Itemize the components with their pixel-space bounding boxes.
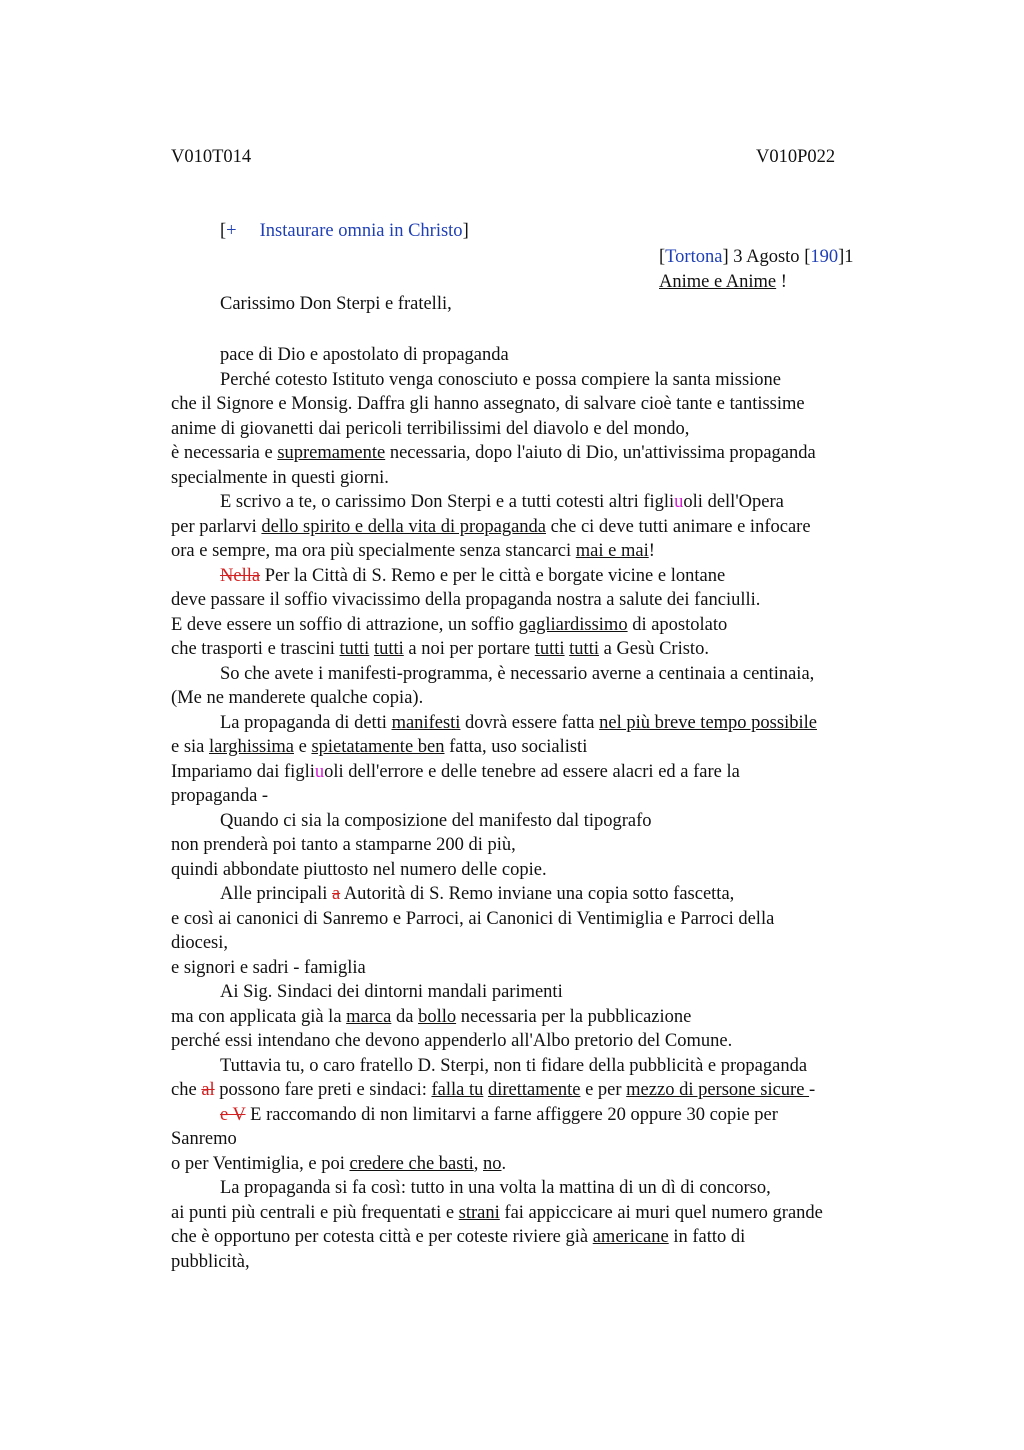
line-text: ! (648, 541, 655, 561)
line-text: So che avete i manifesti-programma, è necessario averne a centinaia a centinaia, (220, 663, 815, 684)
motto (220, 221, 469, 242)
line-text: a noi per portare (403, 639, 535, 659)
letter-body (171, 343, 931, 1274)
text-line (171, 637, 931, 662)
motto-open-bracket: [ (220, 221, 227, 241)
underlined-text: tutti (534, 639, 565, 659)
line-text: perché essi intendano che devono appenderlo all'Albo pretorio del Comune. (171, 1031, 733, 1051)
text-line (171, 907, 931, 932)
text-line (171, 711, 931, 736)
line-text: Sanremo (171, 1129, 237, 1149)
text-line (171, 735, 931, 760)
line-text: o per Ventimiglia, e poi (171, 1153, 350, 1174)
underlined-text: spietatamente ben (311, 737, 445, 757)
dateline-place: Tortona (665, 247, 723, 267)
text-line (171, 1225, 931, 1250)
deleted-text: e V (220, 1104, 246, 1125)
line-text: che trasporti e trascini (171, 639, 340, 659)
text-line (171, 588, 931, 613)
text-line (171, 392, 931, 417)
underlined-text: marca (346, 1006, 392, 1027)
line-text: ma con applicata già la (171, 1006, 347, 1027)
text-line (171, 1103, 931, 1128)
underlined-text: dello spirito e della vita di propaganda (261, 516, 547, 537)
underlined-text: falla tu (431, 1080, 484, 1100)
line-text: E deve essere un soffio di attrazione, un soffio (171, 614, 519, 635)
line-text: che il Signore e Monsig. Daffra gli hanno assegnato, di salvare cioè tante e tantissime (171, 394, 805, 414)
text-line (171, 1250, 931, 1275)
underlined-text: mai e mai (575, 541, 649, 561)
line-text: per parlarvi (171, 516, 262, 537)
line-text: da (391, 1006, 419, 1027)
line-text: pubblicità, (171, 1251, 250, 1272)
text-line (171, 1005, 931, 1030)
line-text: . (501, 1153, 507, 1174)
text-line (171, 662, 931, 687)
line-text: Tuttavia tu, o caro fratello D. Sterpi, non ti fidare della pubblicità e propaganda (220, 1055, 808, 1076)
dateline-year: 190 (810, 247, 839, 267)
line-text: a Gesù Cristo. (598, 639, 709, 659)
text-line (171, 1054, 931, 1079)
line-text: E scrivo a te, o carissimo Don Sterpi e a tutti cotesti altri figli (220, 492, 675, 512)
underlined-text: larghissima (209, 737, 294, 757)
underlined-text: gagliardissimo (518, 614, 628, 635)
line-text: e così ai canonici di Sanremo e Parroci, ai Canonici di Ventimiglia e Parroci della (171, 908, 775, 929)
text-line (171, 931, 931, 956)
cross-symbol: + (226, 221, 237, 241)
line-text: La propaganda si fa così: tutto in una volta la mattina di un dì di concorso, (220, 1178, 771, 1198)
text-line (171, 368, 931, 393)
underlined-text: mezzo di persone sicure (626, 1080, 810, 1100)
underlined-text: no (483, 1153, 502, 1174)
line-text: oli dell'Opera (683, 492, 784, 512)
deleted-text: Nella (220, 565, 261, 586)
text-line (171, 490, 931, 515)
line-text: E raccomando di non limitarvi a farne affiggere 20 oppure 30 copie per (245, 1104, 778, 1125)
line-text: dovrà essere fatta (460, 712, 600, 733)
dateline-day-month: 3 Agosto (728, 247, 805, 267)
salutation: Carissimo Don Sterpi e fratelli, (220, 294, 452, 314)
line-text: e sia (171, 737, 210, 757)
text-line (171, 1176, 931, 1201)
header-left-code: V010T014 (171, 147, 252, 167)
underlined-text: supremamente (277, 443, 386, 463)
text-line (171, 1078, 931, 1103)
text-line (171, 613, 931, 638)
line-text: - (809, 1080, 816, 1100)
line-text: e per (580, 1080, 627, 1100)
line-text: La propaganda di detti (220, 712, 392, 733)
inserted-letter: u (674, 492, 684, 512)
line-text: pace di Dio e apostolato di propaganda (220, 345, 509, 365)
line-text: Per la Città di S. Remo e per le città e borgate vicine e lontane (260, 565, 726, 586)
text-line (171, 858, 931, 883)
line-text: propaganda - (171, 786, 269, 806)
line-text: diocesi, (171, 933, 229, 953)
line-text: Autorità di S. Remo inviane una copia sotto fascetta, (340, 884, 735, 904)
underlined-text: direttamente (487, 1080, 581, 1100)
text-line (171, 809, 931, 834)
line-text: , (473, 1153, 483, 1174)
text-line (171, 564, 931, 589)
line-text: ai punti più centrali e più frequentati e (171, 1202, 459, 1223)
line-text: quindi abbondate piuttosto nel numero delle copie. (171, 859, 547, 880)
underlined-text: manifesti (391, 712, 461, 733)
line-text: oli dell'errore e delle tenebre ad essere alacri ed a fare la (324, 761, 740, 782)
line-text: necessaria, dopo l'aiuto di Dio, un'attivissima propaganda (385, 443, 816, 463)
line-text: Alle principali (220, 884, 332, 904)
line-text: e (293, 737, 312, 757)
text-line (171, 1201, 931, 1226)
dateline: [Tortona] 3 Agosto [190]1 Anime e Anime ! (659, 247, 854, 292)
text-line (171, 1152, 931, 1177)
text-line (171, 1029, 931, 1054)
underlined-text: tutti (569, 639, 599, 659)
underlined-text: credere che basti (349, 1153, 474, 1174)
inserted-letter: u (314, 761, 325, 782)
text-line (171, 417, 931, 442)
line-text: che ci deve tutti animare e infocare (546, 516, 811, 537)
text-line (171, 686, 931, 711)
line-text: (Me ne manderete qualche copia). (171, 688, 424, 708)
text-line (171, 441, 931, 466)
line-text: specialmente in questi giorni. (171, 467, 389, 488)
line-text: anime di giovanetti dai pericoli terribilissimi del diavolo e del mondo, (171, 418, 690, 439)
deleted-text: al (201, 1080, 215, 1100)
line-text: necessaria per la pubblicazione (456, 1006, 692, 1027)
motto-text: Instaurare omnia in Christo (259, 221, 463, 241)
underlined-text: nel più breve tempo possibile (599, 712, 817, 733)
text-line (171, 466, 931, 491)
text-line (171, 343, 931, 368)
line-text: possono fare preti e sindaci: (214, 1080, 432, 1100)
text-line (171, 539, 931, 564)
line-text: Impariamo dai figli (171, 761, 315, 782)
line-text: che (171, 1080, 202, 1100)
line-text: che è opportuno per cotesta città e per coteste riviere già (171, 1227, 593, 1247)
text-line (171, 956, 931, 981)
dateline-year-tail: 1 (844, 247, 854, 267)
line-text: e signori e sadri - famiglia (171, 957, 366, 978)
line-text: Ai Sig. Sindaci dei dintorni mandali parimenti (220, 982, 563, 1002)
line-text: deve passare il soffio vivacissimo della propaganda nostra a salute dei fanciulli. (171, 590, 761, 610)
line-text: fatta, uso socialisti (444, 737, 588, 757)
line-text: non prenderà poi tanto a stamparne 200 di più, (171, 835, 516, 855)
underlined-text: tutti (373, 639, 404, 659)
text-line (171, 784, 931, 809)
underlined-text: tutti (339, 639, 370, 659)
dateline-subtitle: Anime e Anime (659, 271, 777, 292)
dateline-subtitle-tail: ! (776, 271, 787, 292)
line-text: Perché cotesto Istituto venga conosciuto e possa compiere la santa missione (220, 369, 782, 390)
text-line (171, 1127, 931, 1152)
line-text: in fatto di (668, 1227, 746, 1247)
deleted-text: a (332, 884, 341, 904)
text-line (171, 980, 931, 1005)
motto-close-bracket: ] (462, 221, 469, 241)
text-line (171, 760, 931, 785)
underlined-text: strani (458, 1202, 500, 1223)
underlined-text: bollo (418, 1006, 457, 1027)
text-line (171, 515, 931, 540)
line-text: fai appiccicare ai muri quel numero grande (499, 1202, 823, 1223)
line-text: ora e sempre, ma ora più specialmente senza stancarci (171, 541, 576, 561)
text-line (171, 833, 931, 858)
line-text: è necessaria e (171, 443, 278, 463)
line-text: Quando ci sia la composizione del manifesto dal tipografo (220, 810, 652, 831)
text-line (171, 882, 931, 907)
underlined-text: americane (592, 1227, 669, 1247)
header-right-code: V010P022 (756, 147, 836, 167)
line-text: di apostolato (627, 614, 728, 635)
